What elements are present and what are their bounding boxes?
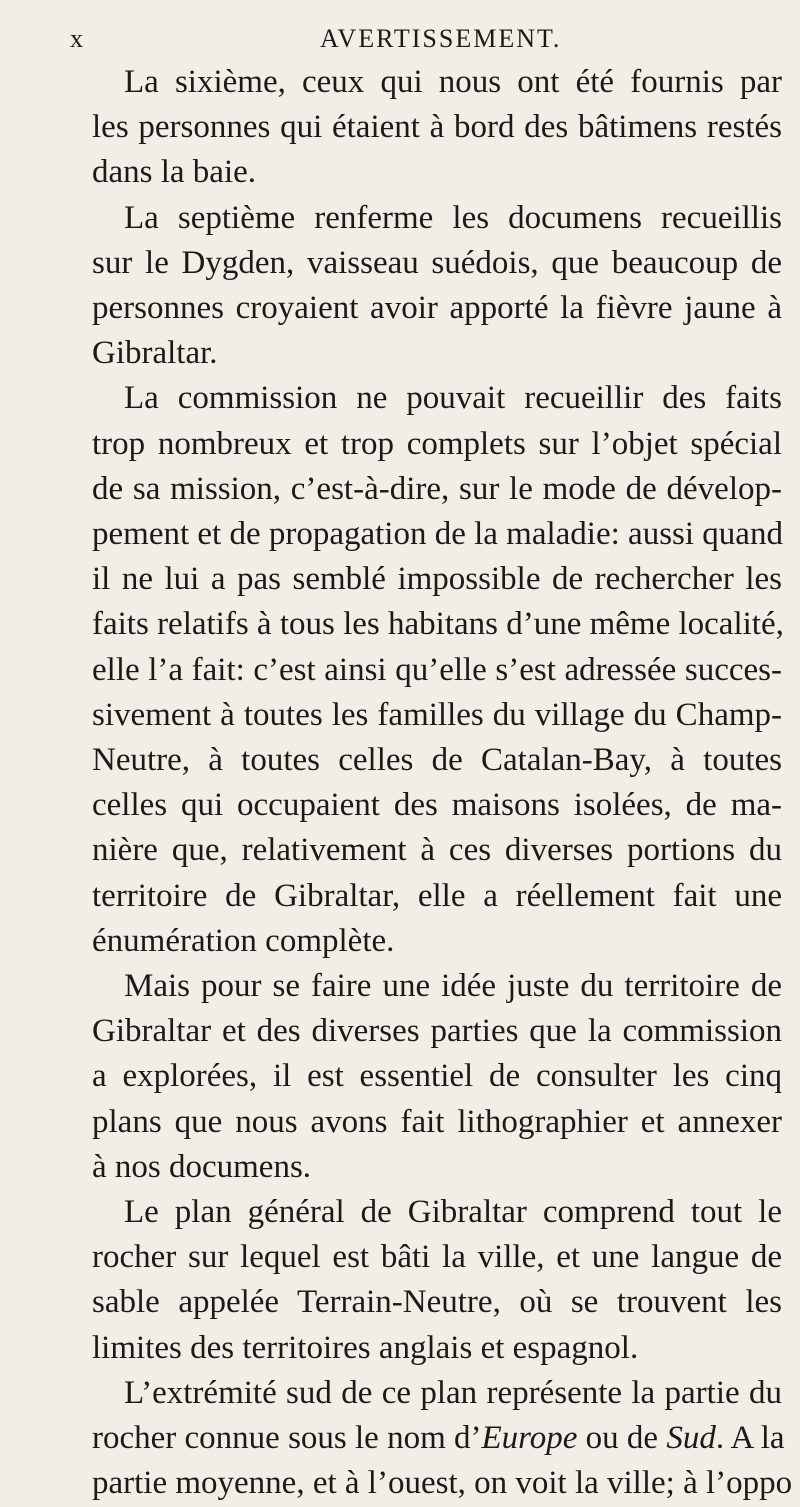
text-line: à nos documens. bbox=[92, 1148, 312, 1185]
text-line: Gibraltar. bbox=[92, 335, 218, 372]
page-number: x bbox=[70, 24, 85, 53]
italic-term: Sud bbox=[666, 1420, 716, 1457]
text-line: La commission ne pouvait recueillir des faits bbox=[124, 380, 782, 417]
text-line: elle l’a fait: c’est ainsi qu’elle s’est adressée succes- bbox=[92, 651, 782, 688]
text-line: Mais pour se faire une idée juste du territoire de bbox=[124, 968, 782, 1005]
text-line: il ne lui a pas semblé impossible de rechercher les bbox=[92, 561, 782, 598]
text-segment: rocher connue sous le nom d’ bbox=[92, 1420, 482, 1457]
text-line: sur le Dygden, vaisseau suédois, que beaucoup de bbox=[92, 244, 782, 281]
running-title: AVERTISSEMENT. bbox=[320, 24, 562, 53]
text-line bbox=[92, 1416, 785, 1461]
text-line: a explorées, il est essentiel de consulter les cinq bbox=[92, 1058, 782, 1095]
text-line: personnes croyaient avoir apporté la fièvre jaune à bbox=[92, 290, 782, 327]
text-line: de sa mission, c’est-à-dire, sur le mode de dévelop- bbox=[92, 470, 782, 507]
text-segment: ou de bbox=[577, 1420, 667, 1457]
text-line: trop nombreux et trop complets sur l’objet spécial bbox=[92, 425, 782, 462]
italic-term: Europe bbox=[481, 1420, 578, 1457]
text-line: pement et de propagation de la maladie: aussi quand bbox=[92, 516, 783, 553]
text-line: Le plan général de Gibraltar comprend tout le bbox=[124, 1194, 782, 1231]
text-line: rocher sur lequel est bâti la ville, et une langue de bbox=[92, 1239, 782, 1276]
text-line: sable appelée Terrain-Neutre, où se trouvent les bbox=[92, 1284, 782, 1321]
body-text bbox=[92, 60, 793, 1507]
text-line: partie moyenne, et à l’ouest, on voit la ville; à l’oppo bbox=[92, 1465, 793, 1502]
text-line: plans que nous avons fait lithographier et annexer bbox=[92, 1103, 782, 1140]
text-line: sivement à toutes les familles du village du Champ- bbox=[92, 696, 782, 733]
text-line: Neutre, à toutes celles de Catalan-Bay, à toutes bbox=[92, 742, 782, 779]
text-line: limites des territoires anglais et espagnol. bbox=[92, 1329, 639, 1366]
text-line: dans la baie. bbox=[92, 154, 257, 191]
text-line: territoire de Gibraltar, elle a réellement fait une bbox=[92, 877, 782, 914]
text-line: L’extrémité sud de ce plan représente la partie du bbox=[124, 1374, 782, 1411]
text-line: nière que, relativement à ces diverses portions du bbox=[92, 832, 782, 869]
text-segment: . A la bbox=[715, 1420, 785, 1457]
text-line: faits relatifs à tous les habitans d’une même localité, bbox=[92, 606, 784, 643]
text-line: énumération complète. bbox=[92, 922, 395, 959]
text-line: La septième renferme les documens recueillis bbox=[124, 199, 782, 236]
text-line: celles qui occupaient des maisons isolées, de ma- bbox=[92, 787, 782, 824]
text-line: les personnes qui étaient à bord des bâtimens restés bbox=[92, 109, 782, 146]
running-head bbox=[70, 24, 760, 54]
text-line: La sixième, ceux qui nous ont été fournis par bbox=[124, 64, 782, 100]
text-line: Gibraltar et des diverses parties que la commission bbox=[92, 1013, 782, 1050]
